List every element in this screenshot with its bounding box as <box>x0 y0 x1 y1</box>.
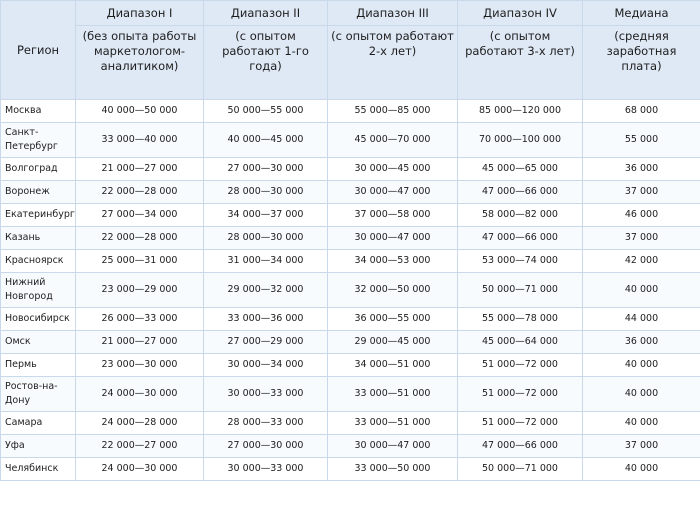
table-row <box>1 412 700 435</box>
cell-range-4: 53 000—74 000 <box>458 250 583 273</box>
cell-range-1: 24 000—28 000 <box>76 412 204 435</box>
cell-region: Казань <box>1 227 76 250</box>
cell-range-3: 36 000—55 000 <box>328 308 458 331</box>
table-row <box>1 227 700 250</box>
header-range-3: Диапазон III <box>328 1 458 26</box>
cell-median: 46 000 <box>583 204 700 227</box>
cell-range-3: 32 000—50 000 <box>328 273 458 308</box>
cell-range-1: 24 000—30 000 <box>76 377 204 412</box>
cell-range-2: 33 000—36 000 <box>204 308 328 331</box>
cell-median: 42 000 <box>583 250 700 273</box>
cell-range-4: 47 000—66 000 <box>458 181 583 204</box>
table-row <box>1 331 700 354</box>
cell-range-1: 22 000—27 000 <box>76 435 204 458</box>
cell-range-1: 25 000—31 000 <box>76 250 204 273</box>
cell-range-3: 33 000—50 000 <box>328 458 458 481</box>
cell-range-2: 40 000—45 000 <box>204 123 328 158</box>
cell-median: 40 000 <box>583 273 700 308</box>
cell-range-4: 47 000—66 000 <box>458 435 583 458</box>
cell-range-3: 45 000—70 000 <box>328 123 458 158</box>
table-row <box>1 100 700 123</box>
cell-region: Омск <box>1 331 76 354</box>
cell-range-4: 51 000—72 000 <box>458 412 583 435</box>
table-row <box>1 250 700 273</box>
table-row <box>1 458 700 481</box>
cell-region: Самара <box>1 412 76 435</box>
table-row <box>1 181 700 204</box>
cell-range-1: 21 000—27 000 <box>76 158 204 181</box>
cell-range-2: 30 000—34 000 <box>204 354 328 377</box>
cell-range-1: 33 000—40 000 <box>76 123 204 158</box>
cell-range-4: 58 000—82 000 <box>458 204 583 227</box>
cell-range-1: 21 000—27 000 <box>76 331 204 354</box>
cell-median: 36 000 <box>583 158 700 181</box>
cell-range-3: 29 000—45 000 <box>328 331 458 354</box>
cell-range-4: 45 000—64 000 <box>458 331 583 354</box>
table-row <box>1 158 700 181</box>
cell-median: 36 000 <box>583 331 700 354</box>
cell-median: 37 000 <box>583 435 700 458</box>
cell-range-3: 30 000—47 000 <box>328 181 458 204</box>
table-row <box>1 377 700 412</box>
table-body <box>1 100 700 481</box>
cell-range-2: 27 000—30 000 <box>204 435 328 458</box>
cell-range-2: 50 000—55 000 <box>204 100 328 123</box>
cell-range-1: 27 000—34 000 <box>76 204 204 227</box>
cell-region: Москва <box>1 100 76 123</box>
cell-range-3: 33 000—51 000 <box>328 377 458 412</box>
cell-median: 44 000 <box>583 308 700 331</box>
table-row <box>1 204 700 227</box>
header-range-4-note: (с опытом работают 3-х лет) <box>458 26 583 100</box>
cell-region: Воронеж <box>1 181 76 204</box>
cell-range-1: 23 000—30 000 <box>76 354 204 377</box>
header-range-1: Диапазон I <box>76 1 204 26</box>
cell-range-2: 27 000—29 000 <box>204 331 328 354</box>
cell-region: Челябинск <box>1 458 76 481</box>
cell-range-4: 47 000—66 000 <box>458 227 583 250</box>
cell-range-2: 28 000—33 000 <box>204 412 328 435</box>
cell-range-3: 30 000—45 000 <box>328 158 458 181</box>
cell-range-1: 40 000—50 000 <box>76 100 204 123</box>
cell-range-4: 55 000—78 000 <box>458 308 583 331</box>
table-row <box>1 308 700 331</box>
cell-range-3: 34 000—53 000 <box>328 250 458 273</box>
table-row <box>1 435 700 458</box>
cell-region: Волгоград <box>1 158 76 181</box>
cell-range-4: 70 000—100 000 <box>458 123 583 158</box>
header-median: Медиана <box>583 1 700 26</box>
cell-range-1: 24 000—30 000 <box>76 458 204 481</box>
cell-region: Ростов-на-Дону <box>1 377 76 412</box>
cell-region: Нижний Новгород <box>1 273 76 308</box>
cell-range-1: 22 000—28 000 <box>76 227 204 250</box>
cell-range-3: 34 000—51 000 <box>328 354 458 377</box>
table-row <box>1 123 700 158</box>
cell-region: Екатеринбург <box>1 204 76 227</box>
cell-range-2: 34 000—37 000 <box>204 204 328 227</box>
cell-range-3: 55 000—85 000 <box>328 100 458 123</box>
cell-range-1: 22 000—28 000 <box>76 181 204 204</box>
header-subtitle-row <box>1 26 700 100</box>
header-range-2: Диапазон II <box>204 1 328 26</box>
header-range-1-note: (без опыта работы маркетологом-аналитиком) <box>76 26 204 100</box>
cell-median: 37 000 <box>583 227 700 250</box>
cell-range-3: 30 000—47 000 <box>328 227 458 250</box>
table-row <box>1 354 700 377</box>
cell-range-2: 28 000—30 000 <box>204 181 328 204</box>
cell-region: Пермь <box>1 354 76 377</box>
cell-median: 37 000 <box>583 181 700 204</box>
header-range-4: Диапазон IV <box>458 1 583 26</box>
cell-range-2: 27 000—30 000 <box>204 158 328 181</box>
cell-range-2: 29 000—32 000 <box>204 273 328 308</box>
cell-median: 40 000 <box>583 412 700 435</box>
cell-range-1: 23 000—29 000 <box>76 273 204 308</box>
cell-median: 40 000 <box>583 458 700 481</box>
cell-range-4: 85 000—120 000 <box>458 100 583 123</box>
cell-range-4: 50 000—71 000 <box>458 273 583 308</box>
cell-range-3: 37 000—58 000 <box>328 204 458 227</box>
cell-range-3: 30 000—47 000 <box>328 435 458 458</box>
header-title-row <box>1 1 700 26</box>
cell-median: 40 000 <box>583 354 700 377</box>
cell-region: Санкт-Петербург <box>1 123 76 158</box>
header-range-3-note: (с опытом работают 2-х лет) <box>328 26 458 100</box>
cell-range-4: 51 000—72 000 <box>458 377 583 412</box>
cell-range-4: 45 000—65 000 <box>458 158 583 181</box>
cell-range-2: 28 000—30 000 <box>204 227 328 250</box>
cell-range-4: 51 000—72 000 <box>458 354 583 377</box>
cell-range-1: 26 000—33 000 <box>76 308 204 331</box>
header-range-2-note: (с опытом работают 1-го года) <box>204 26 328 100</box>
cell-median: 55 000 <box>583 123 700 158</box>
table-header <box>1 1 700 100</box>
header-region: Регион <box>1 1 76 100</box>
cell-region: Новосибирск <box>1 308 76 331</box>
cell-region: Красноярск <box>1 250 76 273</box>
cell-range-2: 30 000—33 000 <box>204 458 328 481</box>
cell-range-2: 30 000—33 000 <box>204 377 328 412</box>
cell-median: 40 000 <box>583 377 700 412</box>
cell-range-3: 33 000—51 000 <box>328 412 458 435</box>
header-median-note: (средняя заработная плата) <box>583 26 700 100</box>
cell-region: Уфа <box>1 435 76 458</box>
cell-range-2: 31 000—34 000 <box>204 250 328 273</box>
table-row <box>1 273 700 308</box>
cell-median: 68 000 <box>583 100 700 123</box>
cell-range-4: 50 000—71 000 <box>458 458 583 481</box>
